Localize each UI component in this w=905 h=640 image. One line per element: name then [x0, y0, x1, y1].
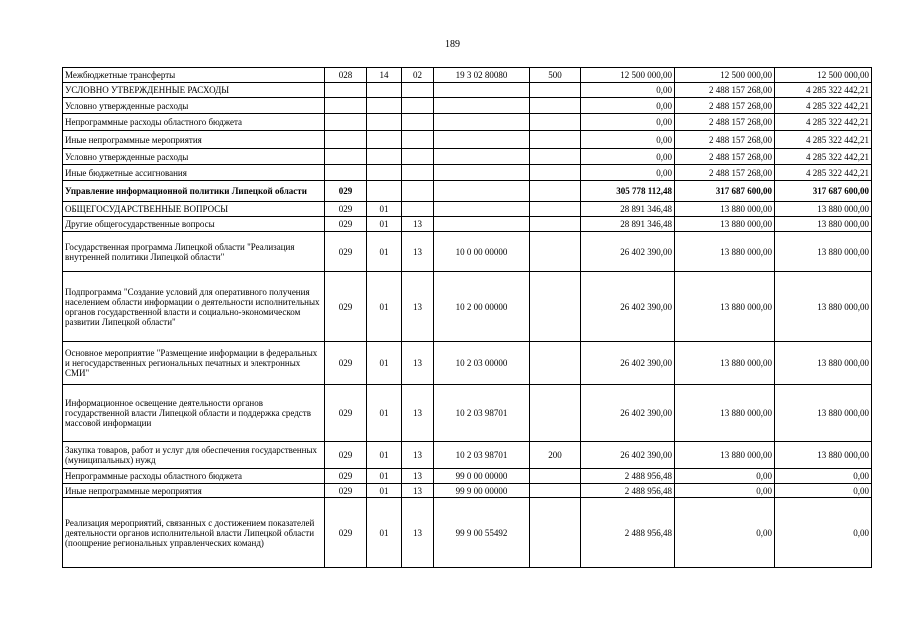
table-row	[63, 385, 872, 442]
budget-table	[62, 67, 872, 568]
cell-expense-type	[530, 83, 581, 98]
cell-name: Реализация мероприятий, связанных с достижением показателей деятельности органов исполнительной власти Липецкой области (поощрение региональных управленческих команд)	[63, 498, 325, 568]
cell-section	[367, 131, 402, 149]
cell-section: 01	[367, 217, 402, 232]
cell-subsection	[402, 83, 434, 98]
cell-sum-2: 0,00	[675, 469, 775, 484]
cell-expense-type: 500	[530, 68, 581, 83]
cell-section: 01	[367, 232, 402, 272]
cell-subsection: 13	[402, 442, 434, 469]
cell-sum-2: 317 687 600,00	[675, 181, 775, 202]
cell-section: 01	[367, 469, 402, 484]
cell-name: Иные бюджетные ассигнования	[63, 165, 325, 181]
cell-sum-3: 13 880 000,00	[775, 232, 872, 272]
cell-sum-3: 0,00	[775, 469, 872, 484]
cell-sum-2: 2 488 157 268,00	[675, 165, 775, 181]
cell-target-article: 99 9 00 55492	[434, 498, 530, 568]
cell-target-article: 10 0 00 00000	[434, 232, 530, 272]
cell-admin-code: 029	[325, 217, 367, 232]
cell-admin-code: 029	[325, 272, 367, 342]
cell-name: Межбюджетные трансферты	[63, 68, 325, 83]
table-row	[63, 272, 872, 342]
cell-subsection	[402, 114, 434, 131]
cell-admin-code	[325, 149, 367, 165]
table-row	[63, 469, 872, 484]
cell-sum-3: 4 285 322 442,21	[775, 98, 872, 114]
cell-admin-code: 029	[325, 469, 367, 484]
cell-sum-3: 4 285 322 442,21	[775, 114, 872, 131]
cell-admin-code: 029	[325, 232, 367, 272]
cell-sum-1: 26 402 390,00	[581, 442, 675, 469]
cell-admin-code	[325, 83, 367, 98]
table-row	[63, 342, 872, 385]
cell-target-article	[434, 131, 530, 149]
cell-name: Непрограммные расходы областного бюджета	[63, 469, 325, 484]
cell-sum-2: 13 880 000,00	[675, 202, 775, 217]
cell-sum-1: 2 488 956,48	[581, 498, 675, 568]
cell-target-article: 10 2 03 98701	[434, 442, 530, 469]
cell-sum-3: 13 880 000,00	[775, 217, 872, 232]
cell-section: 01	[367, 385, 402, 442]
cell-sum-1: 0,00	[581, 83, 675, 98]
cell-section: 01	[367, 342, 402, 385]
cell-admin-code: 029	[325, 202, 367, 217]
cell-admin-code: 029	[325, 442, 367, 469]
cell-expense-type	[530, 149, 581, 165]
cell-target-article: 99 9 00 00000	[434, 484, 530, 498]
cell-sum-1: 26 402 390,00	[581, 385, 675, 442]
cell-sum-3: 0,00	[775, 498, 872, 568]
cell-admin-code	[325, 165, 367, 181]
cell-sum-1: 0,00	[581, 149, 675, 165]
cell-admin-code: 029	[325, 385, 367, 442]
cell-expense-type	[530, 217, 581, 232]
cell-section: 14	[367, 68, 402, 83]
table-row	[63, 181, 872, 202]
cell-subsection	[402, 131, 434, 149]
cell-name: Условно утвержденные расходы	[63, 98, 325, 114]
cell-expense-type	[530, 484, 581, 498]
cell-sum-1: 0,00	[581, 131, 675, 149]
cell-subsection: 13	[402, 498, 434, 568]
cell-sum-2: 13 880 000,00	[675, 232, 775, 272]
cell-sum-1: 2 488 956,48	[581, 484, 675, 498]
cell-expense-type	[530, 469, 581, 484]
cell-sum-3: 13 880 000,00	[775, 385, 872, 442]
page-number: 189	[445, 39, 460, 50]
cell-sum-1: 0,00	[581, 98, 675, 114]
cell-sum-2: 0,00	[675, 484, 775, 498]
cell-sum-1: 305 778 112,48	[581, 181, 675, 202]
cell-sum-1: 12 500 000,00	[581, 68, 675, 83]
cell-sum-3: 13 880 000,00	[775, 272, 872, 342]
cell-section	[367, 165, 402, 181]
cell-subsection	[402, 149, 434, 165]
cell-name: Государственная программа Липецкой области "Реализация внутренней политики Липецкой области"	[63, 232, 325, 272]
cell-expense-type	[530, 114, 581, 131]
cell-sum-2: 13 880 000,00	[675, 342, 775, 385]
cell-section: 01	[367, 442, 402, 469]
cell-subsection: 13	[402, 484, 434, 498]
table-row	[63, 484, 872, 498]
cell-expense-type	[530, 498, 581, 568]
cell-expense-type	[530, 385, 581, 442]
table-row	[63, 114, 872, 131]
cell-name: Иные непрограммные мероприятия	[63, 484, 325, 498]
cell-section	[367, 114, 402, 131]
cell-admin-code	[325, 131, 367, 149]
cell-target-article	[434, 114, 530, 131]
cell-target-article: 10 2 00 00000	[434, 272, 530, 342]
cell-subsection: 13	[402, 232, 434, 272]
cell-sum-2: 13 880 000,00	[675, 442, 775, 469]
cell-name: Иные непрограммные мероприятия	[63, 131, 325, 149]
table-row	[63, 165, 872, 181]
table-row	[63, 217, 872, 232]
cell-sum-1: 0,00	[581, 165, 675, 181]
cell-sum-3: 4 285 322 442,21	[775, 149, 872, 165]
cell-admin-code: 028	[325, 68, 367, 83]
cell-name: Основное мероприятие "Размещение информации в федеральных и негосударственных региональных печатных и электронных СМИ"	[63, 342, 325, 385]
cell-sum-2: 12 500 000,00	[675, 68, 775, 83]
cell-name: Управление информационной политики Липецкой области	[63, 181, 325, 202]
cell-name: Закупка товаров, работ и услуг для обеспечения государственных (муниципальных) нужд	[63, 442, 325, 469]
cell-sum-2: 13 880 000,00	[675, 217, 775, 232]
cell-subsection: 13	[402, 342, 434, 385]
cell-name: Непрограммные расходы областного бюджета	[63, 114, 325, 131]
cell-sum-2: 2 488 157 268,00	[675, 131, 775, 149]
cell-sum-1: 28 891 346,48	[581, 202, 675, 217]
table-row	[63, 498, 872, 568]
cell-sum-2: 2 488 157 268,00	[675, 114, 775, 131]
cell-subsection	[402, 202, 434, 217]
table-row	[63, 442, 872, 469]
cell-name: Условно утвержденные расходы	[63, 149, 325, 165]
cell-sum-2: 13 880 000,00	[675, 272, 775, 342]
table-row	[63, 131, 872, 149]
cell-admin-code	[325, 98, 367, 114]
cell-target-article	[434, 83, 530, 98]
cell-expense-type	[530, 272, 581, 342]
cell-name: Информационное освещение деятельности органов государственной власти Липецкой области и поддержка средств массовой информации	[63, 385, 325, 442]
cell-sum-1: 2 488 956,48	[581, 469, 675, 484]
cell-sum-3: 13 880 000,00	[775, 342, 872, 385]
cell-subsection: 13	[402, 385, 434, 442]
cell-target-article: 99 0 00 00000	[434, 469, 530, 484]
cell-admin-code: 029	[325, 342, 367, 385]
table-row	[63, 68, 872, 83]
cell-sum-1: 0,00	[581, 114, 675, 131]
cell-sum-3: 12 500 000,00	[775, 68, 872, 83]
cell-admin-code: 029	[325, 181, 367, 202]
cell-target-article: 10 2 03 00000	[434, 342, 530, 385]
cell-section	[367, 181, 402, 202]
cell-expense-type	[530, 342, 581, 385]
cell-admin-code: 029	[325, 498, 367, 568]
cell-sum-1: 26 402 390,00	[581, 232, 675, 272]
cell-sum-2: 2 488 157 268,00	[675, 98, 775, 114]
cell-target-article	[434, 202, 530, 217]
cell-sum-2: 2 488 157 268,00	[675, 83, 775, 98]
cell-target-article: 19 3 02 80080	[434, 68, 530, 83]
table-row	[63, 202, 872, 217]
cell-sum-3: 0,00	[775, 484, 872, 498]
cell-name: ОБЩЕГОСУДАРСТВЕННЫЕ ВОПРОСЫ	[63, 202, 325, 217]
cell-section	[367, 98, 402, 114]
table-row	[63, 149, 872, 165]
cell-sum-1: 28 891 346,48	[581, 217, 675, 232]
cell-subsection	[402, 165, 434, 181]
cell-section: 01	[367, 484, 402, 498]
cell-name: УСЛОВНО УТВЕРЖДЕННЫЕ РАСХОДЫ	[63, 83, 325, 98]
cell-admin-code: 029	[325, 484, 367, 498]
cell-expense-type	[530, 165, 581, 181]
cell-sum-2: 0,00	[675, 498, 775, 568]
cell-section: 01	[367, 202, 402, 217]
cell-section: 01	[367, 498, 402, 568]
cell-subsection: 13	[402, 217, 434, 232]
cell-sum-1: 26 402 390,00	[581, 342, 675, 385]
cell-target-article	[434, 98, 530, 114]
cell-expense-type	[530, 181, 581, 202]
cell-expense-type	[530, 232, 581, 272]
cell-expense-type: 200	[530, 442, 581, 469]
cell-expense-type	[530, 202, 581, 217]
cell-target-article	[434, 149, 530, 165]
cell-subsection: 13	[402, 272, 434, 342]
cell-target-article	[434, 217, 530, 232]
cell-name: Подпрограмма "Создание условий для оперативного получения населением области информации о деятельности исполнительных органов государственной власти и социально-экономическом развитии Липецкой области"	[63, 272, 325, 342]
table-body	[63, 68, 872, 568]
cell-sum-2: 2 488 157 268,00	[675, 149, 775, 165]
cell-expense-type	[530, 131, 581, 149]
cell-sum-3: 4 285 322 442,21	[775, 131, 872, 149]
table-row	[63, 83, 872, 98]
cell-section	[367, 149, 402, 165]
cell-sum-3: 4 285 322 442,21	[775, 83, 872, 98]
cell-subsection	[402, 98, 434, 114]
cell-section: 01	[367, 272, 402, 342]
cell-sum-2: 13 880 000,00	[675, 385, 775, 442]
cell-target-article: 10 2 03 98701	[434, 385, 530, 442]
cell-subsection	[402, 181, 434, 202]
cell-sum-1: 26 402 390,00	[581, 272, 675, 342]
cell-sum-3: 13 880 000,00	[775, 202, 872, 217]
table-row	[63, 98, 872, 114]
cell-target-article	[434, 165, 530, 181]
cell-subsection: 02	[402, 68, 434, 83]
cell-section	[367, 83, 402, 98]
cell-sum-3: 317 687 600,00	[775, 181, 872, 202]
cell-admin-code	[325, 114, 367, 131]
table-row	[63, 232, 872, 272]
cell-name: Другие общегосударственные вопросы	[63, 217, 325, 232]
cell-sum-3: 13 880 000,00	[775, 442, 872, 469]
cell-subsection: 13	[402, 469, 434, 484]
cell-expense-type	[530, 98, 581, 114]
cell-target-article	[434, 181, 530, 202]
cell-sum-3: 4 285 322 442,21	[775, 165, 872, 181]
